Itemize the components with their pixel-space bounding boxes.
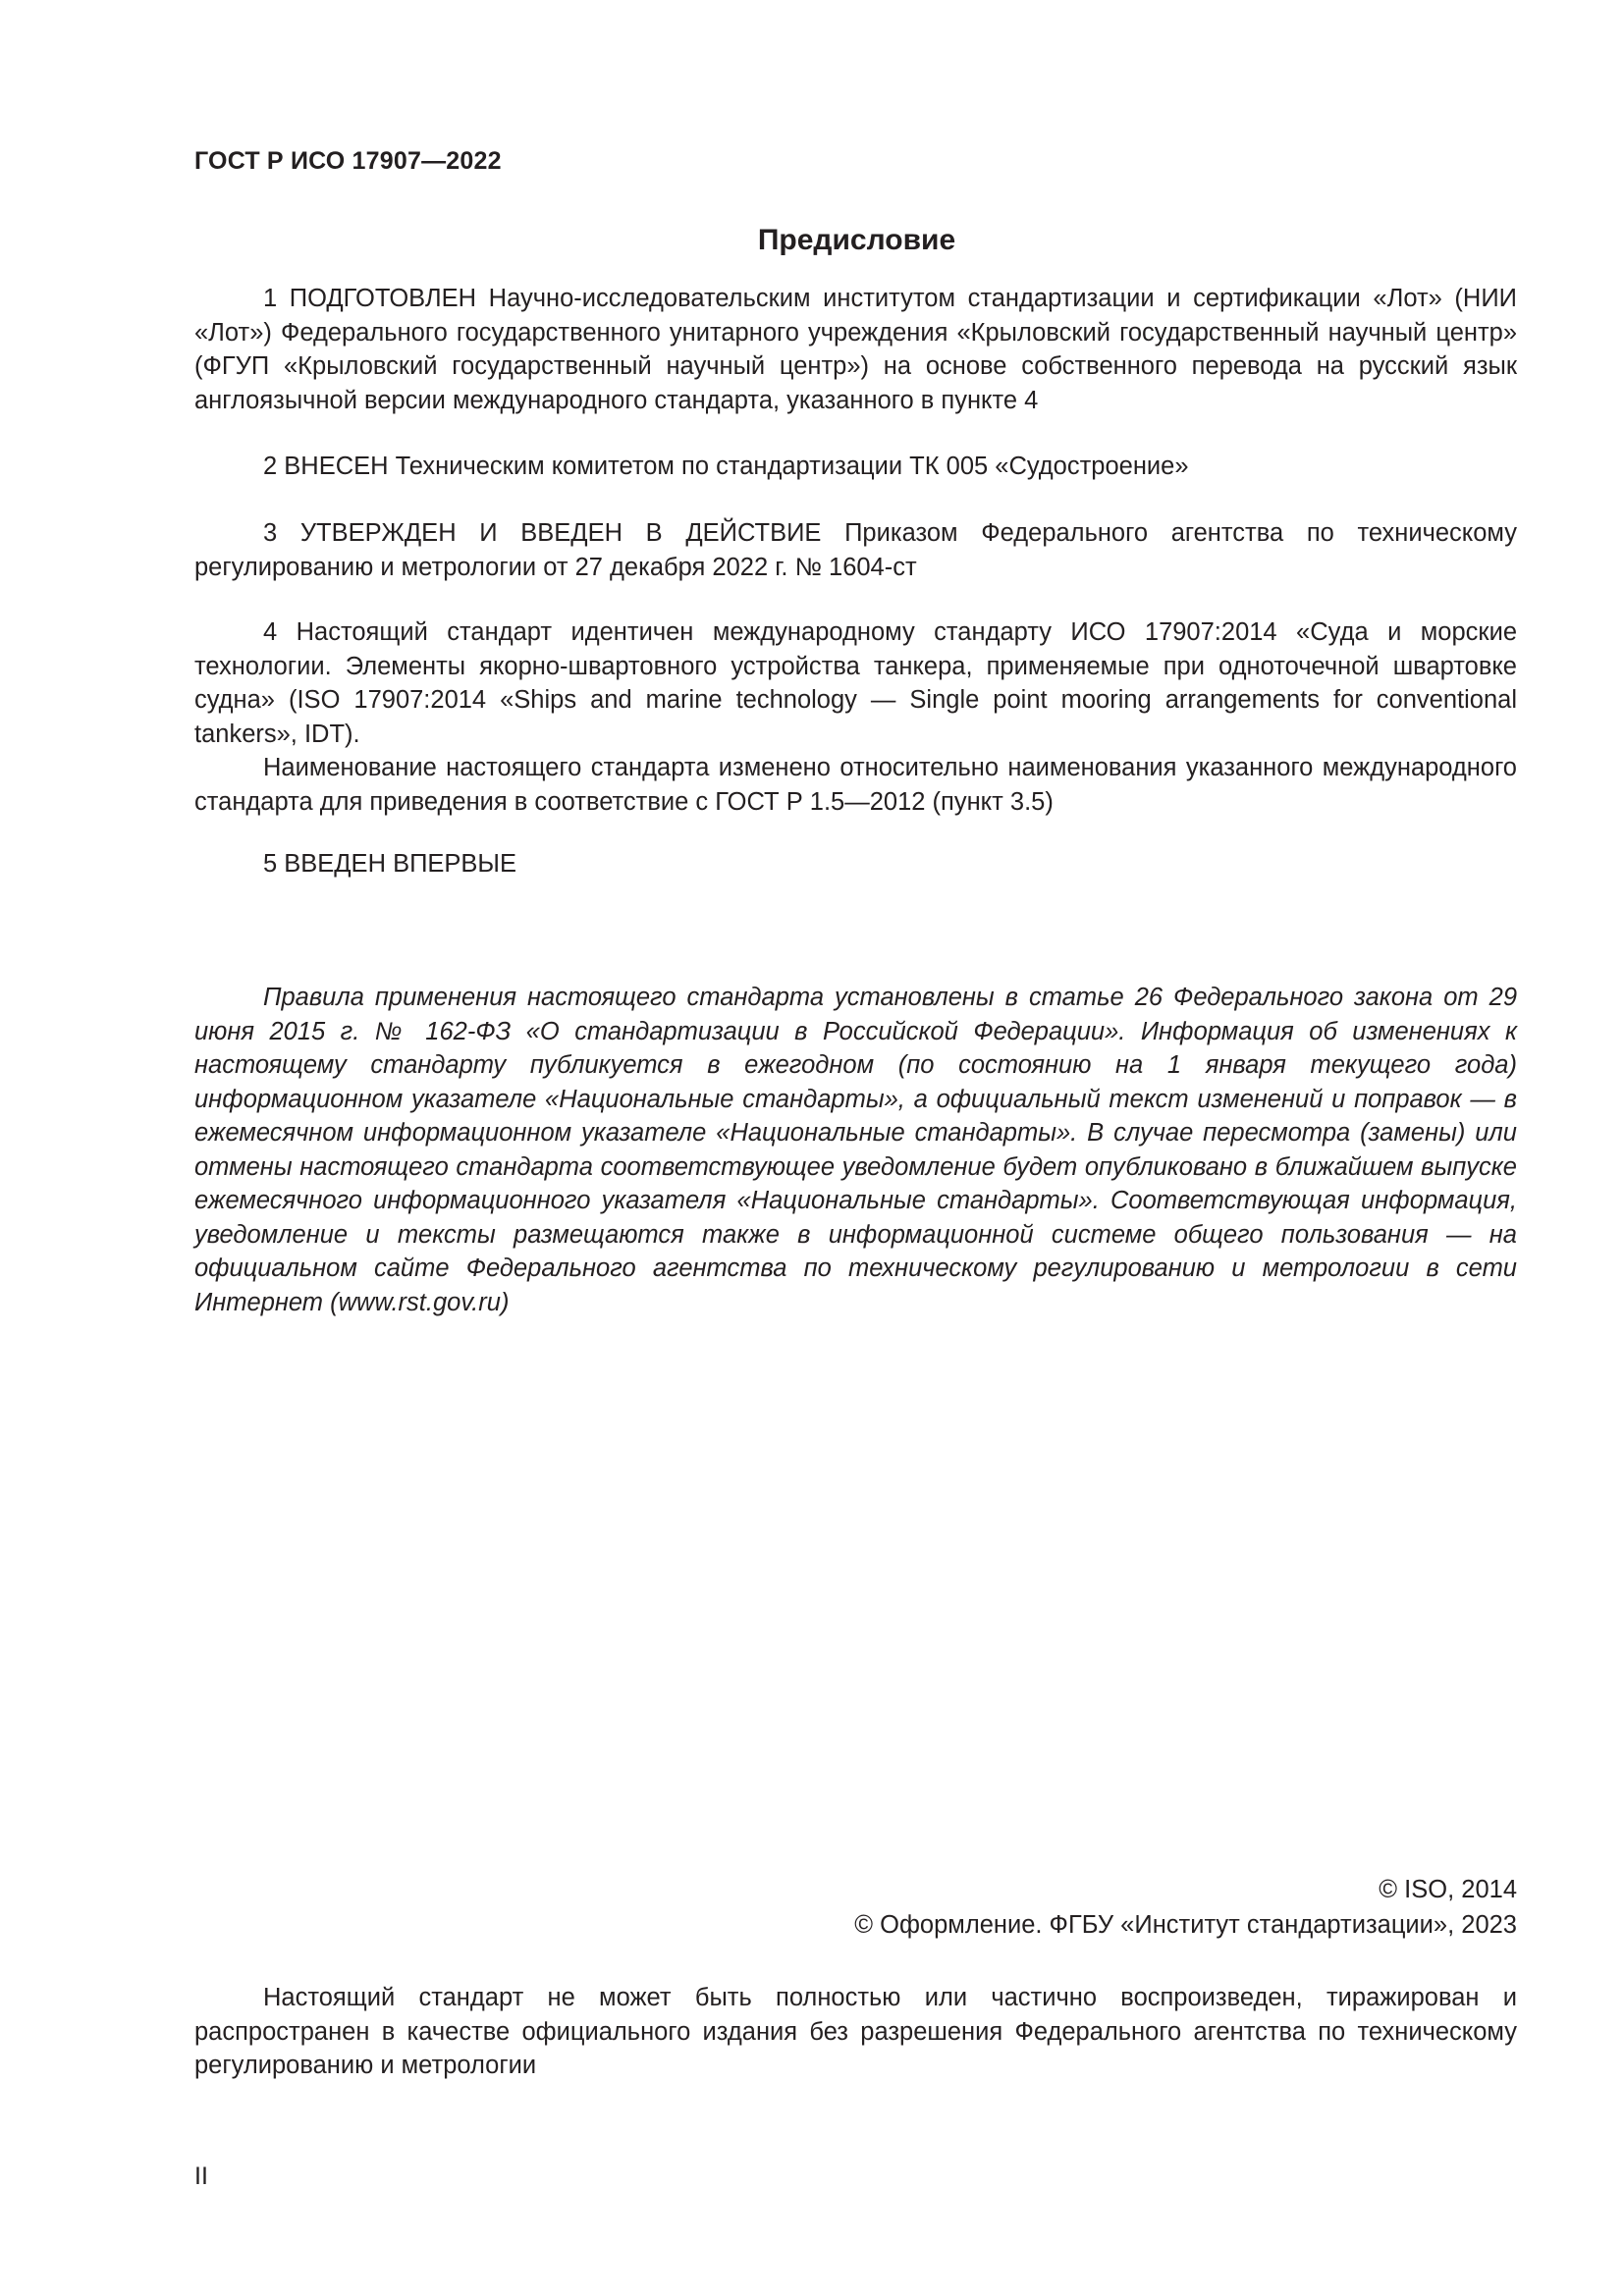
copyright-design: © Оформление. ФГБУ «Институт стандартизации», 2023 xyxy=(854,1911,1517,1939)
copyright-block xyxy=(854,1872,1517,1943)
paragraph-4: 4 Настоящий стандарт идентичен международному стандарту ИСО 17907:2014 «Суда и морские технологии. Элементы якорно-швартовного устройства танкера, применяемые при одноточечной швартовке судна» (ISO 17907:2014 «Ships and marine technology — Single point mooring arrangements for conventional tankers», IDT). xyxy=(194,618,1517,748)
rules-notice: Правила применения настоящего стандарта установлены в статье 26 Федерального закона от 29 июня 2015 г. № 162-ФЗ «О стандартизации в Российской Федерации». Информация об изменениях к настоящему стандарту публикуется в ежегодном (по состоянию на 1 января текущего года) информационном указателе «Национальные стандарты», а официальный текст изменений и поправок — в ежемесячном информационном указателе «Национальные стандарты». В случае пересмотра (замены) или отмены настоящего стандарта соответствующее уведомление будет опубликовано в ближайшем выпуске ежемесячного информационного указателя «Национальные стандарты». Соответствующая информация, уведомление и тексты размещаются также в информационной системе общего пользования — на официальном сайте Федерального агентства по техническому регулированию и метрологии в сети Интернет (www.rst.gov.ru) xyxy=(194,984,1517,1316)
paragraph-3-block xyxy=(194,516,1517,584)
paragraph-1: 1 ПОДГОТОВЛЕН Научно-исследовательским институтом стандартизации и сертификации «Лот» (НИИ «Лот») Федерального государственного унитарного учреждения «Крыловский государственный научный центр» (ФГУП «Крыловский государственный научный центр») на основе собственного перевода на русский язык англоязычной версии международного стандарта, указанного в пункте 4 xyxy=(194,285,1517,414)
document-header: ГОСТ Р ИСО 17907—2022 xyxy=(194,147,502,175)
paragraph-1-block xyxy=(194,282,1517,417)
paragraph-3: 3 УТВЕРЖДЕН И ВВЕДЕН В ДЕЙСТВИЕ Приказом Федерального агентства по техническому регулированию и метрологии от 27 декабря 2022 г. № 1604-ст xyxy=(194,519,1517,581)
paragraph-2-block xyxy=(194,450,1517,484)
reproduction-notice: Настоящий стандарт не может быть полностью или частично воспроизведен, тиражирован и распространен в качестве официального издания без разрешения Федерального агентства по техническому регулированию и метрологии xyxy=(194,1984,1517,2079)
paragraph-5: 5 ВВЕДЕН ВПЕРВЫЕ xyxy=(263,850,517,878)
page-number: II xyxy=(194,2163,208,2190)
reproduction-notice-block xyxy=(194,1981,1517,2083)
copyright-iso: © ISO, 2014 xyxy=(1379,1876,1517,1903)
paragraph-2: 2 ВНЕСЕН Техническим комитетом по стандартизации ТК 005 «Судостроение» xyxy=(263,453,1189,480)
paragraph-5-block xyxy=(194,847,1517,881)
rules-notice-block xyxy=(194,981,1517,1319)
page-title: Предисловие xyxy=(757,224,956,256)
paragraph-4-block xyxy=(194,615,1517,819)
paragraph-4-note: Наименование настоящего стандарта изменено относительно наименования указанного международного стандарта для приведения в соответствие с ГОСТ Р 1.5—2012 (пункт 3.5) xyxy=(194,754,1517,816)
